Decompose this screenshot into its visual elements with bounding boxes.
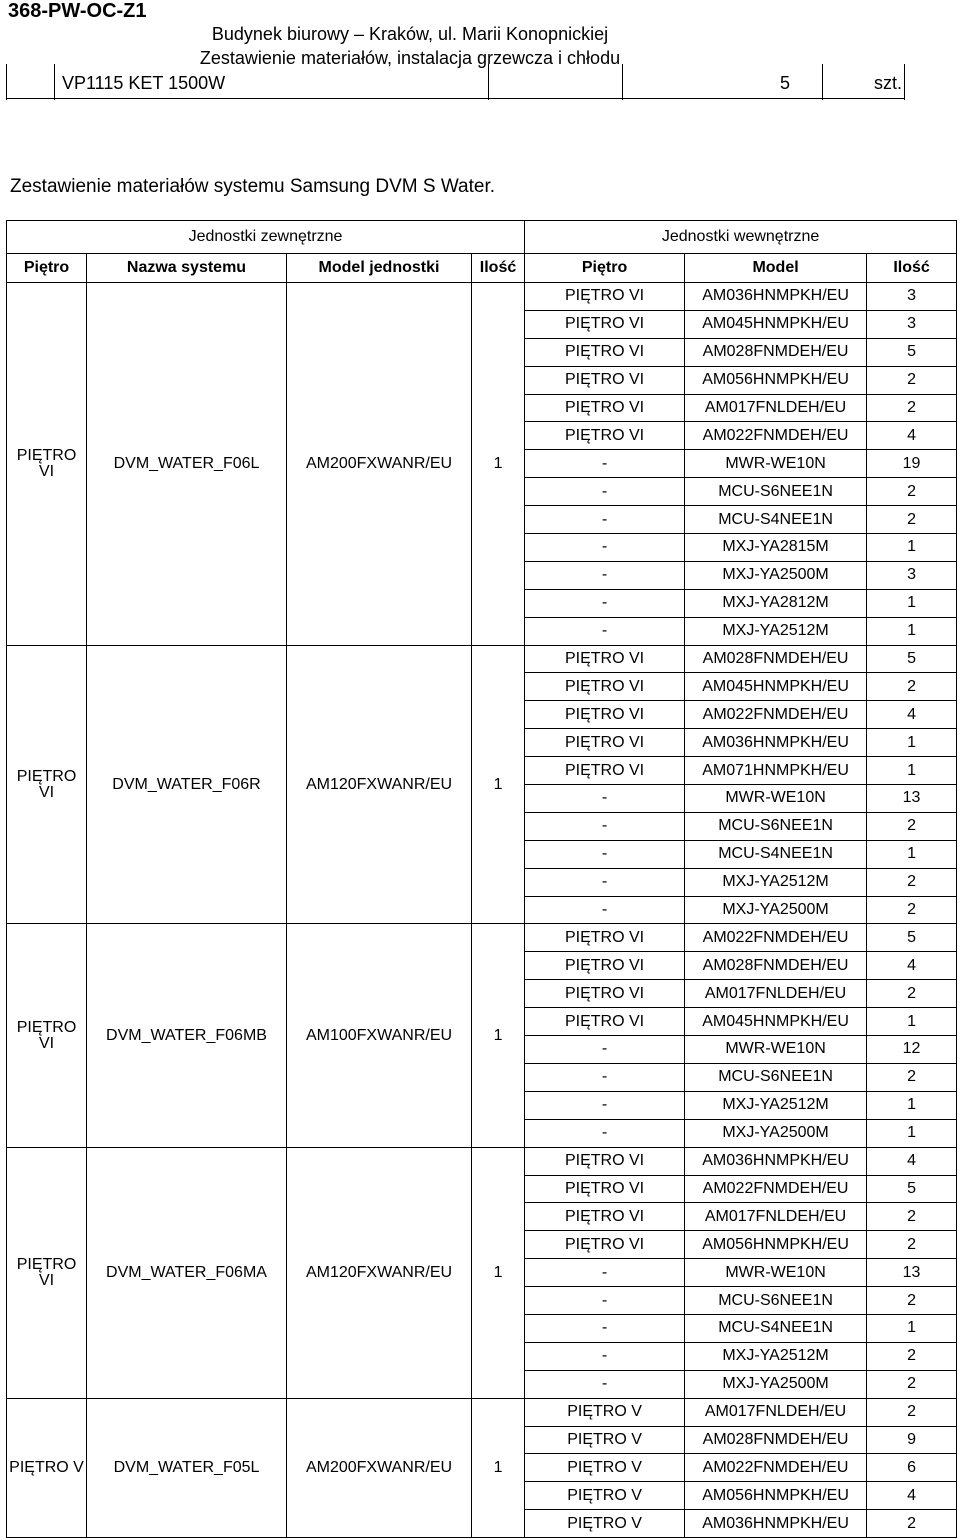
indoor-quantity: 1 bbox=[867, 1008, 957, 1036]
indoor-quantity: 2 bbox=[867, 1063, 957, 1091]
table-row bbox=[7, 283, 957, 311]
indoor-floor: - bbox=[525, 1036, 685, 1064]
indoor-quantity: 9 bbox=[867, 1426, 957, 1454]
indoor-floor: - bbox=[525, 1063, 685, 1091]
indoor-quantity: 5 bbox=[867, 645, 957, 673]
indoor-floor: - bbox=[525, 896, 685, 924]
indoor-quantity: 4 bbox=[867, 701, 957, 729]
previous-row-item: VP1115 KET 1500W bbox=[62, 73, 226, 93]
system-floor: PIĘTRO V bbox=[7, 1398, 87, 1537]
indoor-floor: PIĘTRO VI bbox=[525, 283, 685, 311]
indoor-floor: PIĘTRO VI bbox=[525, 338, 685, 366]
outdoor-model: AM200FXWANR/EU bbox=[287, 1398, 472, 1537]
indoor-model: MCU-S6NEE1N bbox=[685, 1063, 867, 1091]
indoor-model: MXJ-YA2500M bbox=[685, 1370, 867, 1398]
indoor-model: AM028FNMDEH/EU bbox=[685, 1426, 867, 1454]
indoor-model: MCU-S4NEE1N bbox=[685, 1314, 867, 1342]
indoor-quantity: 1 bbox=[867, 840, 957, 868]
outdoor-quantity: 1 bbox=[472, 1398, 525, 1537]
indoor-floor: PIĘTRO VI bbox=[525, 1231, 685, 1259]
indoor-model: AM036HNMPKH/EU bbox=[685, 729, 867, 757]
indoor-model: MXJ-YA2812M bbox=[685, 589, 867, 617]
indoor-quantity: 2 bbox=[867, 506, 957, 534]
indoor-quantity: 2 bbox=[867, 366, 957, 394]
indoor-model: AM071HNMPKH/EU bbox=[685, 757, 867, 785]
indoor-model: AM022FNMDEH/EU bbox=[685, 1175, 867, 1203]
indoor-quantity: 6 bbox=[867, 1454, 957, 1482]
indoor-floor: - bbox=[525, 506, 685, 534]
indoor-floor: PIĘTRO VI bbox=[525, 980, 685, 1008]
indoor-model: AM056HNMPKH/EU bbox=[685, 1231, 867, 1259]
indoor-floor: - bbox=[525, 868, 685, 896]
indoor-floor: PIĘTRO VI bbox=[525, 952, 685, 980]
indoor-quantity: 2 bbox=[867, 812, 957, 840]
indoor-quantity: 2 bbox=[867, 673, 957, 701]
indoor-floor: PIĘTRO VI bbox=[525, 394, 685, 422]
indoor-floor: PIĘTRO V bbox=[525, 1454, 685, 1482]
group-header-indoor: Jednostki wewnętrzne bbox=[525, 221, 957, 254]
indoor-model: AM017FNLDEH/EU bbox=[685, 980, 867, 1008]
indoor-floor: PIĘTRO VI bbox=[525, 1203, 685, 1231]
indoor-floor: - bbox=[525, 1342, 685, 1370]
indoor-floor: PIĘTRO VI bbox=[525, 757, 685, 785]
outdoor-model: AM200FXWANR/EU bbox=[287, 283, 472, 646]
indoor-quantity: 2 bbox=[867, 1342, 957, 1370]
indoor-model: AM036HNMPKH/EU bbox=[685, 283, 867, 311]
indoor-model: MXJ-YA2512M bbox=[685, 868, 867, 896]
indoor-quantity: 2 bbox=[867, 1510, 957, 1538]
indoor-model: MWR-WE10N bbox=[685, 1036, 867, 1064]
indoor-floor: PIĘTRO V bbox=[525, 1510, 685, 1538]
outdoor-quantity: 1 bbox=[472, 924, 525, 1147]
indoor-quantity: 1 bbox=[867, 617, 957, 645]
document-code: 368-PW-OC-Z1 bbox=[8, 0, 147, 22]
table-row bbox=[7, 645, 957, 673]
outdoor-model: AM120FXWANR/EU bbox=[287, 1147, 472, 1398]
indoor-floor: - bbox=[525, 1314, 685, 1342]
indoor-model: AM036HNMPKH/EU bbox=[685, 1147, 867, 1175]
indoor-quantity: 5 bbox=[867, 338, 957, 366]
outdoor-quantity: 1 bbox=[472, 283, 525, 646]
indoor-model: MXJ-YA2512M bbox=[685, 617, 867, 645]
table-row bbox=[7, 924, 957, 952]
indoor-model: AM022FNMDEH/EU bbox=[685, 924, 867, 952]
indoor-floor: - bbox=[525, 1370, 685, 1398]
indoor-quantity: 2 bbox=[867, 394, 957, 422]
indoor-model: AM017FNLDEH/EU bbox=[685, 1203, 867, 1231]
indoor-model: MXJ-YA2500M bbox=[685, 896, 867, 924]
indoor-model: AM022FNMDEH/EU bbox=[685, 701, 867, 729]
indoor-model: MCU-S6NEE1N bbox=[685, 1287, 867, 1315]
indoor-quantity: 2 bbox=[867, 896, 957, 924]
indoor-floor: - bbox=[525, 812, 685, 840]
indoor-floor: - bbox=[525, 450, 685, 478]
indoor-quantity: 4 bbox=[867, 952, 957, 980]
table-row bbox=[7, 1398, 957, 1426]
header-line-1: Budynek biurowy – Kraków, ul. Marii Konopnickiej bbox=[211, 24, 609, 44]
indoor-model: AM036HNMPKH/EU bbox=[685, 1510, 867, 1538]
indoor-floor: - bbox=[525, 1287, 685, 1315]
indoor-quantity: 1 bbox=[867, 1091, 957, 1119]
indoor-quantity: 5 bbox=[867, 924, 957, 952]
indoor-quantity: 13 bbox=[867, 785, 957, 813]
indoor-model: AM017FNLDEH/EU bbox=[685, 1398, 867, 1426]
indoor-floor: PIĘTRO VI bbox=[525, 1175, 685, 1203]
indoor-quantity: 2 bbox=[867, 868, 957, 896]
table-row bbox=[7, 1147, 957, 1175]
indoor-quantity: 12 bbox=[867, 1036, 957, 1064]
indoor-floor: PIĘTRO VI bbox=[525, 1008, 685, 1036]
indoor-model: AM056HNMPKH/EU bbox=[685, 366, 867, 394]
indoor-model: MCU-S4NEE1N bbox=[685, 506, 867, 534]
indoor-model: AM028FNMDEH/EU bbox=[685, 645, 867, 673]
indoor-floor: PIĘTRO VI bbox=[525, 924, 685, 952]
indoor-quantity: 4 bbox=[867, 1482, 957, 1510]
indoor-floor: - bbox=[525, 478, 685, 506]
indoor-floor: PIĘTRO VI bbox=[525, 310, 685, 338]
indoor-model: AM028FNMDEH/EU bbox=[685, 952, 867, 980]
system-floor: PIĘTRO VI bbox=[7, 283, 87, 646]
column-header: Piętro bbox=[525, 254, 685, 283]
indoor-model: MXJ-YA2815M bbox=[685, 534, 867, 562]
indoor-quantity: 3 bbox=[867, 283, 957, 311]
indoor-floor: - bbox=[525, 617, 685, 645]
indoor-model: MCU-S6NEE1N bbox=[685, 812, 867, 840]
indoor-floor: - bbox=[525, 1119, 685, 1147]
indoor-model: AM022FNMDEH/EU bbox=[685, 422, 867, 450]
indoor-quantity: 1 bbox=[867, 1119, 957, 1147]
indoor-floor: - bbox=[525, 1259, 685, 1287]
materials-table bbox=[6, 220, 957, 1538]
indoor-floor: PIĘTRO VI bbox=[525, 422, 685, 450]
system-floor: PIĘTRO VI bbox=[7, 1147, 87, 1398]
system-name: DVM_WATER_F06R bbox=[87, 645, 287, 924]
indoor-floor: - bbox=[525, 840, 685, 868]
indoor-floor: PIĘTRO V bbox=[525, 1482, 685, 1510]
column-header: Ilość bbox=[867, 254, 957, 283]
indoor-quantity: 2 bbox=[867, 1231, 957, 1259]
system-name: DVM_WATER_F05L bbox=[87, 1398, 287, 1537]
previous-row-quantity: 5 bbox=[780, 73, 791, 93]
system-name: DVM_WATER_F06MA bbox=[87, 1147, 287, 1398]
outdoor-quantity: 1 bbox=[472, 645, 525, 924]
column-header: Model jednostki bbox=[287, 254, 472, 283]
indoor-quantity: 2 bbox=[867, 1287, 957, 1315]
indoor-model: MXJ-YA2500M bbox=[685, 561, 867, 589]
indoor-quantity: 4 bbox=[867, 422, 957, 450]
column-header: Nazwa systemu bbox=[87, 254, 287, 283]
indoor-floor: - bbox=[525, 1091, 685, 1119]
group-header-outdoor: Jednostki zewnętrzne bbox=[7, 221, 525, 254]
indoor-model: AM045HNMPKH/EU bbox=[685, 310, 867, 338]
indoor-floor: - bbox=[525, 534, 685, 562]
indoor-quantity: 2 bbox=[867, 478, 957, 506]
indoor-floor: PIĘTRO VI bbox=[525, 645, 685, 673]
indoor-floor: - bbox=[525, 785, 685, 813]
indoor-quantity: 1 bbox=[867, 589, 957, 617]
outdoor-quantity: 1 bbox=[472, 1147, 525, 1398]
header-line-2: Zestawienie materiałów, instalacja grzewcza i chłodu bbox=[199, 48, 621, 68]
indoor-model: MWR-WE10N bbox=[685, 450, 867, 478]
indoor-quantity: 2 bbox=[867, 1203, 957, 1231]
indoor-floor: PIĘTRO VI bbox=[525, 701, 685, 729]
indoor-quantity: 13 bbox=[867, 1259, 957, 1287]
indoor-model: MXJ-YA2512M bbox=[685, 1342, 867, 1370]
indoor-model: AM056HNMPKH/EU bbox=[685, 1482, 867, 1510]
indoor-quantity: 5 bbox=[867, 1175, 957, 1203]
table-body bbox=[7, 283, 957, 1538]
indoor-floor: PIĘTRO VI bbox=[525, 366, 685, 394]
column-header: Model bbox=[685, 254, 867, 283]
indoor-model: AM017FNLDEH/EU bbox=[685, 394, 867, 422]
indoor-quantity: 19 bbox=[867, 450, 957, 478]
indoor-model: MXJ-YA2512M bbox=[685, 1091, 867, 1119]
indoor-model: AM028FNMDEH/EU bbox=[685, 338, 867, 366]
indoor-floor: PIĘTRO V bbox=[525, 1398, 685, 1426]
indoor-model: MCU-S4NEE1N bbox=[685, 840, 867, 868]
previous-row-unit: szt. bbox=[874, 73, 903, 93]
indoor-model: MXJ-YA2500M bbox=[685, 1119, 867, 1147]
indoor-floor: PIĘTRO VI bbox=[525, 729, 685, 757]
indoor-quantity: 2 bbox=[867, 1370, 957, 1398]
indoor-floor: - bbox=[525, 561, 685, 589]
indoor-quantity: 1 bbox=[867, 729, 957, 757]
indoor-quantity: 2 bbox=[867, 980, 957, 1008]
column-header: Ilość bbox=[472, 254, 525, 283]
system-name: DVM_WATER_F06L bbox=[87, 283, 287, 646]
indoor-floor: - bbox=[525, 589, 685, 617]
indoor-quantity: 1 bbox=[867, 534, 957, 562]
indoor-quantity: 4 bbox=[867, 1147, 957, 1175]
column-header: Piętro bbox=[7, 254, 87, 283]
indoor-floor: PIĘTRO V bbox=[525, 1426, 685, 1454]
indoor-model: AM022FNMDEH/EU bbox=[685, 1454, 867, 1482]
indoor-model: MWR-WE10N bbox=[685, 1259, 867, 1287]
system-floor: PIĘTRO VI bbox=[7, 645, 87, 924]
indoor-quantity: 3 bbox=[867, 310, 957, 338]
indoor-model: AM045HNMPKH/EU bbox=[685, 673, 867, 701]
indoor-floor: PIĘTRO VI bbox=[525, 673, 685, 701]
indoor-floor: PIĘTRO VI bbox=[525, 1147, 685, 1175]
indoor-quantity: 1 bbox=[867, 757, 957, 785]
system-floor: PIĘTRO VI bbox=[7, 924, 87, 1147]
indoor-quantity: 2 bbox=[867, 1398, 957, 1426]
indoor-model: MWR-WE10N bbox=[685, 785, 867, 813]
outdoor-model: AM100FXWANR/EU bbox=[287, 924, 472, 1147]
outdoor-model: AM120FXWANR/EU bbox=[287, 645, 472, 924]
indoor-model: MCU-S6NEE1N bbox=[685, 478, 867, 506]
system-name: DVM_WATER_F06MB bbox=[87, 924, 287, 1147]
section-title: Zestawienie materiałów systemu Samsung DVM S Water. bbox=[10, 176, 496, 197]
indoor-quantity: 1 bbox=[867, 1314, 957, 1342]
indoor-quantity: 3 bbox=[867, 561, 957, 589]
indoor-model: AM045HNMPKH/EU bbox=[685, 1008, 867, 1036]
